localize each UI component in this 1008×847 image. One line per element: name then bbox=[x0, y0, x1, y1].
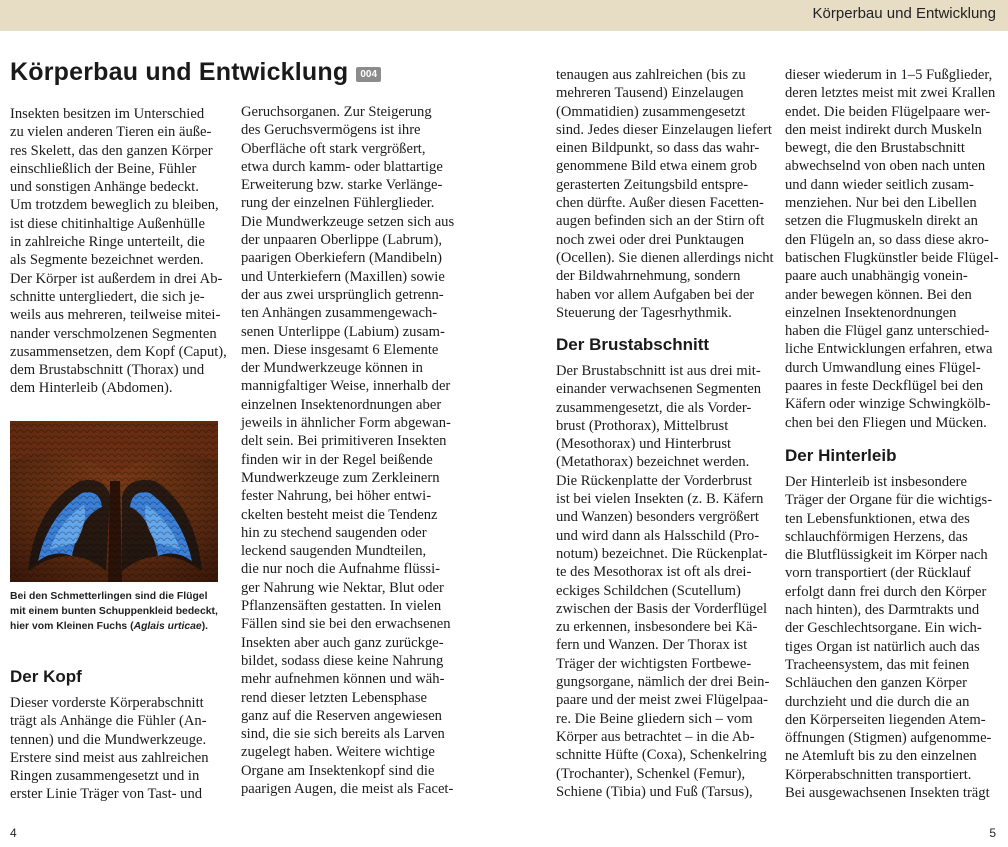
text-line: (Ommatidien) zusammengesetzt bbox=[556, 103, 746, 120]
text-line: haben vor allem Aufgaben bei der bbox=[556, 286, 755, 303]
text-line: bildet, sodass diese keine Nahrung bbox=[241, 652, 444, 669]
text-line: zugelegt haben. Weitere wichtige bbox=[241, 744, 435, 761]
text-line: den meist indirekt durch Muskeln bbox=[785, 121, 982, 138]
text-line: fern und Wanzen. Der Thorax ist bbox=[556, 637, 748, 654]
column-1-kopf bbox=[10, 694, 209, 804]
text-line: tiges Organ ist natürlich auch das bbox=[785, 638, 980, 655]
text-line: Erweiterung bzw. starke Verlänge- bbox=[241, 177, 443, 194]
caption-line bbox=[10, 619, 225, 634]
text-line: Schiene (Tibia) und Fuß (Tarsus), bbox=[556, 783, 753, 800]
page-number-right: 5 bbox=[989, 826, 996, 840]
caption-text: hier vom Kleinen Fuchs ( bbox=[10, 621, 134, 632]
text-line: Tracheensystem, das mit feinen bbox=[785, 656, 970, 673]
text-line: nach hinten), des Darmtrakts und bbox=[785, 602, 980, 619]
text-line: Um trotzdem beweglich zu bleiben, bbox=[10, 197, 219, 214]
text-line: der aus zwei ursprünglich getrenn- bbox=[241, 286, 444, 303]
text-line: haben die Flügel ganz unterschied- bbox=[785, 323, 990, 340]
text-line: schnitte untergliedert, die sich je- bbox=[10, 288, 205, 305]
text-line: res Skelett, das den ganzen Körper bbox=[10, 142, 213, 159]
text-line: Träger der Organe für die wichtigs- bbox=[785, 492, 993, 509]
text-line: einschließlich der Beine, Fühler bbox=[10, 160, 197, 177]
text-line: öffnungen (Stigmen) aufgenomme- bbox=[785, 730, 992, 747]
text-line: erster Linie Träger von Tast- und bbox=[10, 786, 203, 803]
text-line: bewegt, die den Brustabschnitt bbox=[785, 140, 965, 157]
text-line: te des Mesothorax ist oft als drei- bbox=[556, 564, 752, 581]
section-number-badge: 004 bbox=[356, 67, 381, 82]
column-1-intro bbox=[10, 105, 227, 398]
heading-der-brustabschnitt: Der Brustabschnitt bbox=[556, 335, 710, 354]
text-line: Träger der wichtigsten Fortbewe- bbox=[556, 655, 752, 672]
text-line: der unpaaren Oberlippe (Labrum), bbox=[241, 232, 442, 249]
text-line: ten Anhängen zusammengewach- bbox=[241, 305, 438, 322]
text-line: Pflanzensäften gestatten. In vielen bbox=[241, 598, 442, 615]
text-line: re. Die Beine gliedern sich – vom bbox=[556, 710, 753, 727]
text-line: als Segmente bezeichnet werden. bbox=[10, 252, 204, 269]
text-line: gerasterten Zeitungsbild entspre- bbox=[556, 176, 749, 193]
text-line: in zahlreiche Ringe unterteilt, die bbox=[10, 234, 205, 251]
text-line: men. Diese insgesamt 6 Elemente bbox=[241, 341, 439, 358]
text-line: Insekten aber auch ganz zurückge- bbox=[241, 634, 444, 651]
text-line: durch Umwandlung eines Flügel- bbox=[785, 359, 981, 376]
text-line: mehr aufnehmen können und wäh- bbox=[241, 671, 445, 688]
text-line: senen Unterlippe (Labium) zusam- bbox=[241, 323, 445, 340]
text-line: Körper aus betrachtet – in die Ab- bbox=[556, 728, 755, 745]
text-line: sind. Jedes dieser Einzelaugen liefert bbox=[556, 121, 772, 138]
page-number-left: 4 bbox=[10, 826, 17, 840]
text-line: notum) bezeichnet. Die Rückenplat- bbox=[556, 545, 768, 562]
caption-line: mit einem bunten Schuppenkleid bedeckt, bbox=[10, 606, 218, 617]
text-line: der Bildwahrnehmung, sondern bbox=[556, 268, 741, 285]
text-line: Die Rückenplatte der Vorderbrust bbox=[556, 472, 753, 489]
text-line: setzen die Flugmuskeln direkt an bbox=[785, 213, 978, 230]
column-3-top bbox=[556, 66, 774, 322]
text-line: augen befinden sich an der Stirn oft bbox=[556, 213, 765, 230]
text-line: menziehen. Nur bei den Libellen bbox=[785, 195, 977, 212]
page-title: Körperbau und Entwicklung bbox=[10, 58, 349, 86]
photo-caption bbox=[10, 589, 225, 634]
column-2 bbox=[241, 103, 454, 798]
text-line: sind, die sie sich bereits als Larven bbox=[241, 726, 445, 743]
text-line: und Unterkiefern (Maxillen) sowie bbox=[241, 268, 445, 285]
text-line: noch zwei oder drei Punktaugen bbox=[556, 231, 745, 248]
text-line: erfolgt dann frei durch den Körper bbox=[785, 583, 987, 600]
column-4-hinter bbox=[785, 473, 992, 802]
text-line: abwechselnd von oben nach unten bbox=[785, 158, 986, 175]
text-line: rung der einzelnen Fühlerglieder. bbox=[241, 195, 435, 212]
text-line: den Flügeln an, so dass diese akro- bbox=[785, 231, 989, 248]
text-line: zu erkennen, insbesondere bei Kä- bbox=[556, 619, 758, 636]
column-4-top bbox=[785, 66, 999, 432]
text-line: vorn transportiert (der Rücklauf bbox=[785, 565, 972, 582]
text-line: Der Hinterleib ist insbesondere bbox=[785, 474, 967, 490]
text-line: Schläuchen den ganzen Körper bbox=[785, 675, 967, 692]
text-line: tennen) und die Mundwerkzeuge. bbox=[10, 731, 207, 748]
text-line: Geruchsorganen. Zur Steigerung bbox=[241, 104, 432, 120]
text-line: Der Brustabschnitt ist aus drei mit- bbox=[556, 363, 761, 379]
text-line: batischen Flugkünstler beide Flügel- bbox=[785, 249, 999, 266]
text-line: Die Mundwerkzeuge setzen sich aus bbox=[241, 213, 455, 230]
text-line: die nur noch die Aufnahme flüssi- bbox=[241, 561, 440, 578]
text-line: einander verwachsenen Segmenten bbox=[556, 381, 762, 398]
text-line: ganz auf die Reserven angewiesen bbox=[241, 707, 442, 724]
text-line: Erstere sind meist aus zahlreichen bbox=[10, 749, 209, 766]
text-line: Käfern oder winzige Schwingkölb- bbox=[785, 396, 991, 413]
text-line: zwischen der Basis der Vorderflügel bbox=[556, 600, 768, 617]
text-line: Der Körper ist außerdem in drei Ab- bbox=[10, 270, 223, 287]
text-line: weils aus mehreren, teilweise mitei- bbox=[10, 307, 221, 324]
text-line: genommene Bild etwa einem grob bbox=[556, 158, 758, 175]
text-line: und sonstigen Anhänge bedeckt. bbox=[10, 179, 199, 196]
text-line: einen Bildpunkt, so dass das wahr- bbox=[556, 140, 760, 157]
text-line: (Trochanter), Schenkel (Femur), bbox=[556, 765, 746, 782]
text-line: einzelnen Insektenordnungen bbox=[785, 304, 957, 321]
text-line: eckiges Schildchen (Scutellum) bbox=[556, 582, 741, 599]
text-line: mannigfaltiger Weise, innerhalb der bbox=[241, 378, 451, 395]
text-line: und Wanzen) besonders vergrößert bbox=[556, 509, 759, 526]
text-line: zusammengesetzt, die als Vorder- bbox=[556, 399, 752, 416]
text-line: (Mesothorax) und Hinterbrust bbox=[556, 436, 732, 453]
text-line: dem Brustabschnitt (Thorax) und bbox=[10, 362, 205, 379]
text-line: mehreren Tausend) Einzelaugen bbox=[556, 85, 744, 102]
caption-text: ). bbox=[201, 621, 209, 632]
text-line: Oberfläche oft stark vergrößert, bbox=[241, 140, 426, 157]
text-line: liche Entwicklungen erfahren, etwa bbox=[785, 341, 993, 358]
caption-line: Bei den Schmetterlingen sind die Flügel bbox=[10, 591, 208, 602]
text-line: und dann wieder seitlich zusam- bbox=[785, 176, 974, 193]
text-line: ander bewegen können. Bei den bbox=[785, 286, 972, 303]
text-line: den Körperseiten liegenden Atem- bbox=[785, 711, 986, 728]
text-line: dem Hinterleib (Abdomen). bbox=[10, 380, 173, 397]
text-line: des Geruchsvermögens ist ihre bbox=[241, 122, 421, 139]
species-name: Aglais urticae bbox=[133, 621, 202, 632]
text-line: hin zu stechend saugenden oder bbox=[241, 524, 427, 541]
text-line: der Geschlechtsorgane. Ein wich- bbox=[785, 620, 982, 637]
text-line: ist bei vielen Insekten (z. B. Käfern bbox=[556, 491, 764, 508]
text-line: Mundwerkzeuge zum Zerkleinern bbox=[241, 469, 440, 486]
text-line: Insekten besitzen im Unterschied bbox=[10, 106, 205, 122]
text-line: Steuerung der Tagesrhythmik. bbox=[556, 304, 732, 321]
text-line: finden wir in der Regel beißende bbox=[241, 451, 433, 468]
chapter-header-title: Körperbau und Entwicklung bbox=[812, 5, 996, 22]
text-line: paare auch unabhängig vonein- bbox=[785, 268, 968, 285]
text-line: dieser wiederum in 1–5 Fußglieder, bbox=[785, 67, 993, 83]
text-line: brust (Prothorax), Mittelbrust bbox=[556, 417, 729, 434]
text-line: der Mundwerkzeuge können in bbox=[241, 360, 423, 377]
text-line: ten Lebensfunktionen, etwa des bbox=[785, 510, 970, 527]
text-line: (Ocellen). Sie dienen allerdings nicht bbox=[556, 249, 774, 266]
text-line: Bei ausgewachsenen Insekten trägt bbox=[785, 785, 990, 802]
text-line: Ringen zusammengesetzt und in bbox=[10, 768, 200, 785]
chapter-header-band bbox=[0, 0, 1008, 31]
text-line: rend dieser letzten Lebensphase bbox=[241, 689, 427, 706]
text-line: die Blutflüssigkeit im Körper nach bbox=[785, 547, 988, 564]
heading-der-hinterleib: Der Hinterleib bbox=[785, 446, 897, 465]
text-line: jeweils in ähnlicher Form abgewan- bbox=[241, 415, 451, 432]
text-line: schnitte Hüfte (Coxa), Schenkelring bbox=[556, 747, 767, 764]
text-line: Dieser vorderste Körperabschnitt bbox=[10, 695, 204, 711]
text-line: einzelnen Insektenordnungen aber bbox=[241, 396, 442, 413]
text-line: endet. Die beiden Flügelpaare wer- bbox=[785, 103, 991, 120]
text-line: paares in feste Deckflügel bei den bbox=[785, 378, 984, 395]
heading-der-kopf: Der Kopf bbox=[10, 667, 82, 686]
text-line: deren letztes meist mit zwei Krallen bbox=[785, 85, 996, 102]
column-3-brust bbox=[556, 362, 769, 801]
text-line: paare und der meist zwei Flügelpaa- bbox=[556, 692, 768, 709]
text-line: und wird dann als Halsschild (Pro- bbox=[556, 527, 760, 544]
text-line: zusammensetzen, dem Kopf (Caput), bbox=[10, 343, 227, 360]
page-title-row bbox=[10, 58, 381, 87]
text-line: fester Nahrung, bei höher entwi- bbox=[241, 488, 432, 505]
text-line: etwa durch kamm- oder blattartige bbox=[241, 158, 443, 175]
text-line: paarigen Augen, die meist als Facet- bbox=[241, 780, 454, 797]
text-line: nander verschmolzenen Segmenten bbox=[10, 325, 217, 342]
text-line: chen dürfte. Außer diesen Facetten- bbox=[556, 195, 764, 212]
text-line: Fällen sind sie bei den erwachsenen bbox=[241, 616, 451, 633]
text-line: durchzieht und die durch die an bbox=[785, 693, 970, 710]
text-line: leckend saugenden Mundteilen, bbox=[241, 543, 427, 560]
text-line: gungsorgane, nämlich der drei Bein- bbox=[556, 674, 770, 691]
text-line: chen bei den Fliegen und Mücken. bbox=[785, 414, 987, 431]
text-line: ist diese chitinhaltige Außenhülle bbox=[10, 215, 205, 232]
text-line: tenaugen aus zahlreichen (bis zu bbox=[556, 67, 746, 83]
text-line: schlauchförmigen Herzens, das bbox=[785, 528, 968, 545]
text-line: Körperabschnitten transportiert. bbox=[785, 766, 972, 783]
butterfly-wing-photo bbox=[10, 421, 218, 582]
text-line: ne Atemluft bis zu den einzelnen bbox=[785, 748, 977, 765]
text-line: ckelten besteht meist die Tendenz bbox=[241, 506, 438, 523]
text-line: zu vielen anderen Tieren ein äuße- bbox=[10, 124, 212, 141]
text-line: paarigen Oberkiefern (Mandibeln) bbox=[241, 250, 442, 267]
text-line: (Metathorax) bezeichnet werden. bbox=[556, 454, 750, 471]
text-line: trägt als Anhänge die Fühler (An- bbox=[10, 713, 207, 730]
text-line: ger Nahrung wie Nektar, Blut oder bbox=[241, 579, 444, 596]
text-line: Organe am Insektenkopf sind die bbox=[241, 762, 435, 779]
text-line: delt sein. Bei primitiveren Insekten bbox=[241, 433, 447, 450]
